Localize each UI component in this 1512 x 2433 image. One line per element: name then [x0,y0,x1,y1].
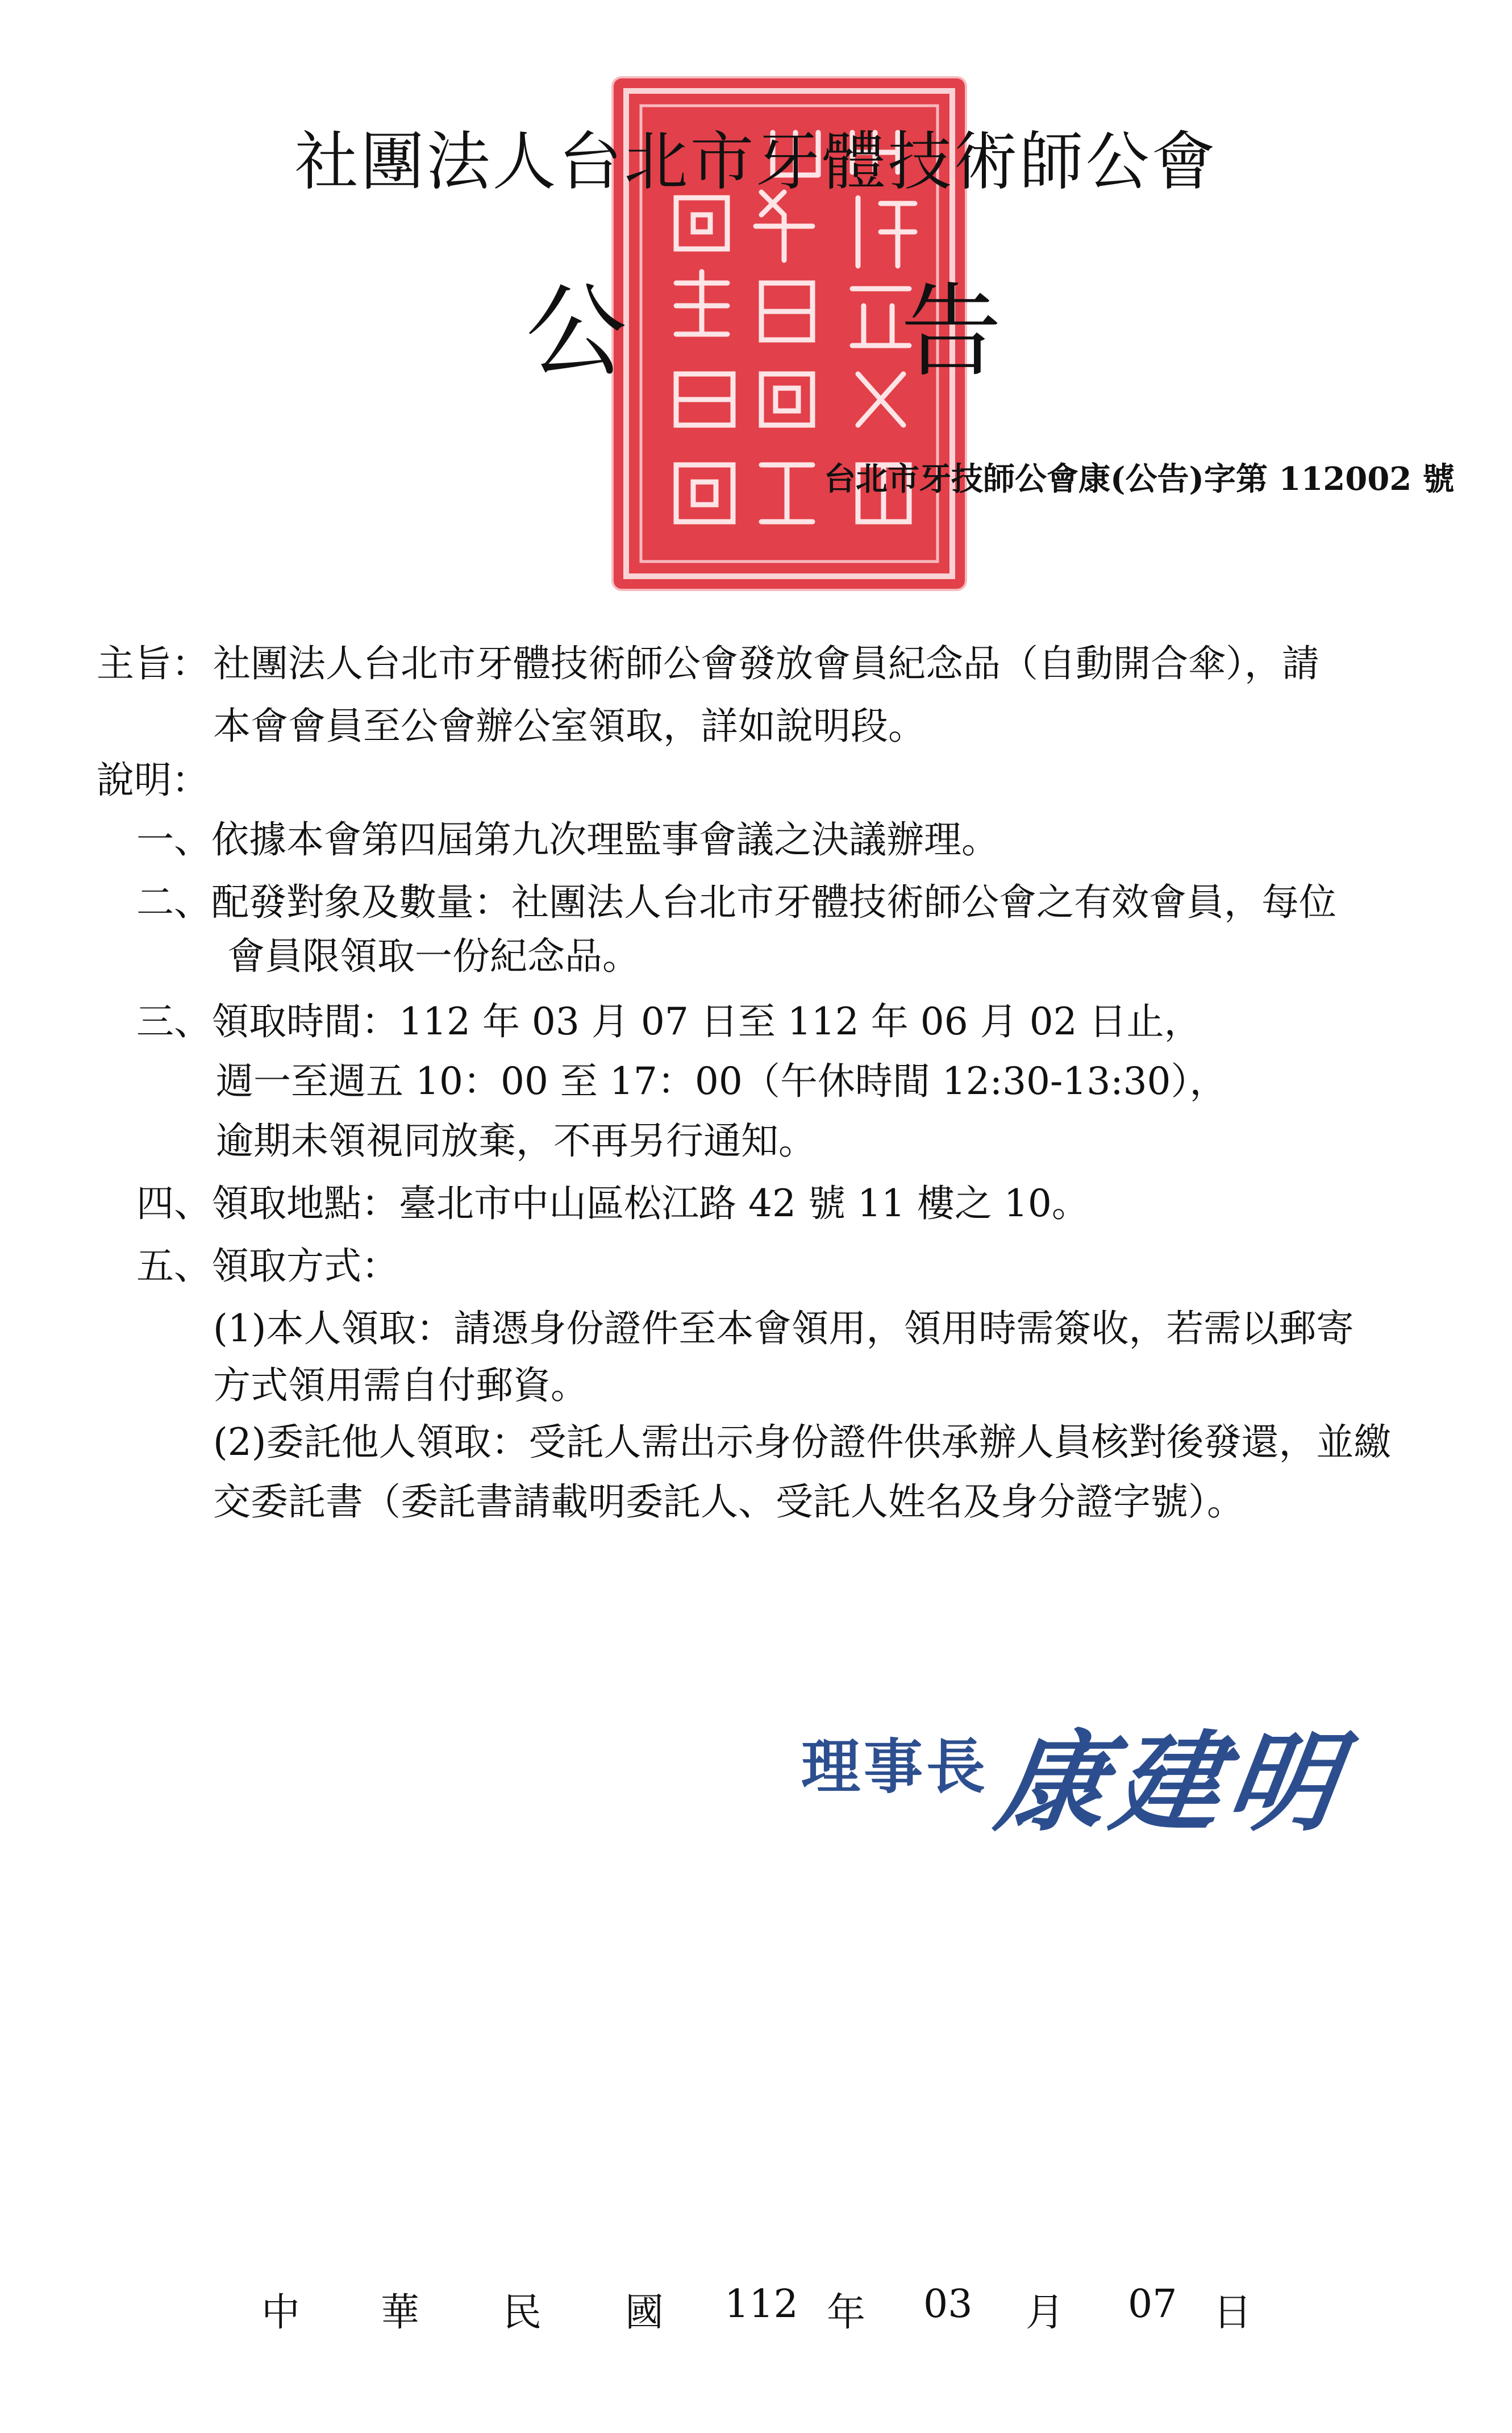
item-5-method-1-line-2: 方式領用需自付郵資。 [213,1363,588,1407]
signature-title: 理事長 [801,1732,989,1802]
date-char-3: 民 [503,2290,542,2335]
subject-label: 主旨： [97,642,209,685]
explanation-item-3-line-3: 逾期未領視同放棄，不再另行通知。 [216,1119,816,1163]
date-day: 07 [1128,2282,1177,2327]
item-5-method-2-line-1: (2)委託他人領取：受託人需出示身份證件供承辦人員核對後發還，並繳 [213,1420,1392,1464]
item-5-method-1-line-1: (1)本人領取：請憑身份證件至本會領用，領用時需簽收，若需以郵寄 [213,1307,1354,1350]
explanation-label: 說明： [97,758,209,802]
notice-heading-left: 公 [526,273,627,390]
signature-name: 康建明 [990,1719,1352,1846]
explanation-item-3-line-2: 週一至週五 10：00 至 17：00（午休時間 12:30-13:30）， [216,1059,1227,1103]
explanation-item-4: 四、領取地點：臺北市中山區松江路 42 號 11 樓之 10。 [136,1182,1089,1225]
date-char-2: 華 [381,2290,420,2335]
explanation-item-3-line-1: 三、領取時間：112 年 03 月 07 日至 112 年 06 月 02 日止， [136,1000,1202,1043]
date-month: 03 [923,2282,973,2327]
date-month-unit: 月 [1026,2290,1065,2335]
explanation-item-1: 一、依據本會第四屆第九次理監事會議之決議辦理。 [136,818,999,862]
date-year: 112 [724,2282,798,2327]
notice-heading-right: 告 [901,273,1002,390]
date-char-4: 國 [625,2290,664,2335]
date-year-unit: 年 [827,2290,866,2335]
subject-line-2: 本會會員至公會辦公室領取，詳如說明段。 [213,704,926,748]
item-5-method-2-line-2: 交委託書（委託書請載明委託人、受託人姓名及身分證字號）。 [213,1480,1244,1524]
explanation-item-5: 五、領取方式： [136,1244,399,1288]
issue-date [0,2282,1512,2335]
organization-title: 社團法人台北市牙體技術師公會 [294,125,1218,199]
subject-line-1: 社團法人台北市牙體技術師公會發放會員紀念品（自動開合傘），請 [213,642,1319,685]
explanation-item-2-line-1: 二、配發對象及數量：社團法人台北市牙體技術師公會之有效會員，每位 [136,880,1336,924]
date-day-unit: 日 [1213,2290,1252,2335]
explanation-item-2-line-2: 會員限領取一份紀念品。 [227,934,640,978]
document-number: 台北市牙技師公會康(公告)字第 112002 號 [824,460,1455,498]
date-char-1: 中 [261,2290,301,2335]
